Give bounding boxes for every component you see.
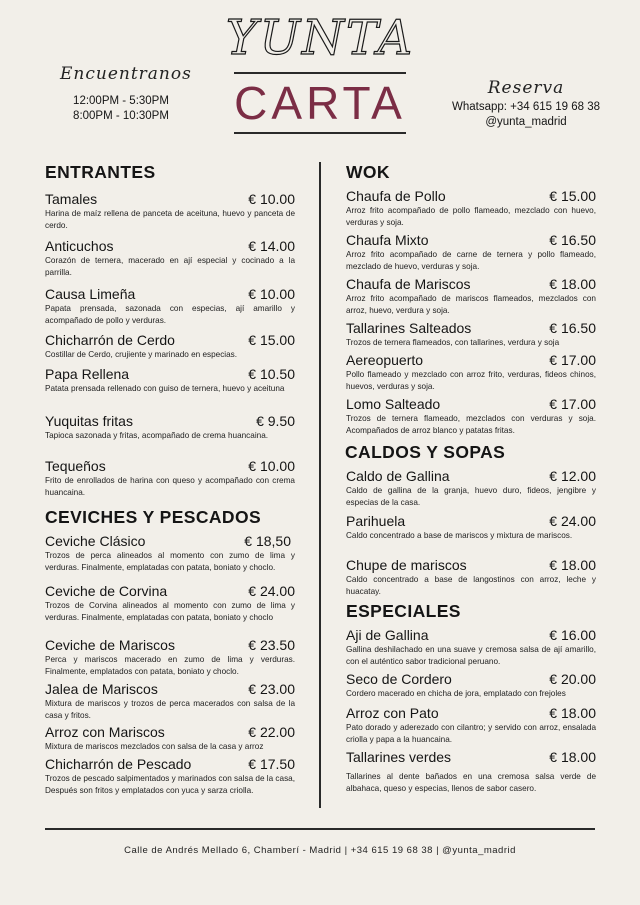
menu-item [45, 724, 295, 753]
menu-item [346, 671, 596, 700]
item-price: € 16.00 [549, 627, 596, 643]
item-price: € 17.00 [549, 396, 596, 412]
item-price: € 23.00 [248, 681, 295, 697]
item-price: € 9.50 [256, 413, 295, 429]
section-title-especiales: ESPECIALES [346, 601, 461, 621]
item-description: Harina de maíz rellena de panceta de aceituna, huevo y panceta de cerdo. [45, 209, 295, 230]
menu-item [346, 513, 596, 542]
item-price: € 17.50 [248, 756, 295, 772]
item-description: Patata prensada rellenado con guiso de ternera, huevo y aceituna [45, 384, 285, 393]
item-name: Lomo Salteado [346, 396, 441, 412]
item-name: Aereopuerto [346, 352, 424, 368]
item-price: € 17.00 [549, 352, 596, 368]
item-price: € 23.50 [248, 637, 295, 653]
item-price: € 22.00 [248, 724, 295, 740]
item-description: Pato dorado y aderezado con cilantro; y servido con arroz, ensalada criolla y papa a la huancaina. [346, 723, 596, 744]
hours-line: 8:00PM - 10:30PM [73, 110, 169, 122]
menu-item [45, 458, 295, 498]
item-description: Papata prensada, sazonada con especias, ají amarillo y acompañado de pollo y verduras. [45, 304, 295, 325]
hours-heading: Encuentranos [60, 64, 192, 84]
menu-item [346, 352, 596, 392]
column-divider [319, 162, 321, 808]
title-top-rule [234, 72, 406, 74]
menu-item [346, 627, 596, 667]
item-name: Arroz con Pato [346, 705, 439, 721]
title-bottom-rule [234, 132, 406, 134]
item-price: € 16.50 [549, 232, 596, 248]
logo-text: YUNTA [225, 10, 415, 66]
item-description: Tapioca sazonada y fritas, acompañado de crema huancaina. [45, 431, 269, 440]
item-name: Tallarines Salteados [346, 320, 472, 336]
menu-item [45, 756, 295, 796]
item-name: Ceviche de Corvina [45, 583, 168, 599]
item-description: Caldo concentrado a base de mariscos y mixtura de mariscos. [346, 531, 573, 540]
item-price: € 24.00 [549, 513, 596, 529]
item-name: Chaufa de Mariscos [346, 276, 471, 292]
opening-hours [60, 94, 182, 124]
item-description: Trozos de perca alineados al momento con zumo de lima y verduras. Finalmente, emplatadas con patata, boniato y choclo. [45, 551, 295, 572]
menu-item [346, 468, 596, 508]
reservation-heading: Reserva [487, 78, 565, 98]
item-name: Chaufa Mixto [346, 232, 429, 248]
item-name: Causa Limeña [45, 286, 136, 302]
footer-rule [45, 828, 595, 830]
item-name: Chupe de mariscos [346, 557, 467, 573]
item-name: Ceviche Clásico [45, 533, 146, 549]
menu-item [45, 583, 295, 623]
item-name: Arroz con Mariscos [45, 724, 165, 740]
item-price: € 15.00 [549, 188, 596, 204]
menu-item [346, 557, 596, 597]
item-name: Chaufa de Pollo [346, 188, 446, 204]
menu-item [346, 188, 596, 228]
item-description: Cordero macerado en chicha de jora, emplatado con frejoles [346, 689, 566, 698]
item-price: € 10.50 [248, 366, 295, 382]
item-price: € 10.00 [248, 458, 295, 474]
menu-item [346, 705, 596, 745]
menu-item [346, 276, 596, 316]
item-description: Arroz frito acompañado de carne de ternera y pollo flameado, mezclado de huevo, verduras y soja. [346, 250, 596, 271]
item-description: Frito de enrollados de harina con queso y acompañado con crema huancaina. [45, 476, 295, 497]
menu-item [346, 749, 596, 794]
item-description: Gallina deshilachado en una suave y cremosa salsa de ají amarillo, con el auténtico sabor tradicional peruano. [346, 645, 596, 666]
item-price: € 18,50 [244, 533, 291, 549]
item-description: Pollo flameado y mezclado con arroz frito, verduras, fideos chinos, huevos, verduras y soja. [346, 370, 596, 391]
item-name: Caldo de Gallina [346, 468, 450, 484]
menu-item [346, 232, 596, 272]
menu-item [346, 396, 596, 436]
item-price: € 18.00 [549, 749, 596, 765]
item-description: Trozos de Corvina alineados al momento con zumo de lima y verduras. Finalmente, emplatadas con patata, boniato y choclo [45, 601, 295, 622]
menu-item [45, 332, 295, 361]
item-name: Tequeños [45, 458, 106, 474]
item-name: Papa Rellena [45, 366, 130, 382]
item-price: € 18.00 [549, 557, 596, 573]
item-description: Caldo de gallina de la granja, huevo duro, fideos, jengibre y especias de la casa. [346, 486, 596, 507]
item-name: Chicharrón de Cerdo [45, 332, 175, 348]
item-price: € 10.00 [248, 286, 295, 302]
footer-contact: Calle de Andrés Mellado 6, Chamberí - Madrid | +34 615 19 68 38 | @yunta_madrid [124, 845, 516, 856]
item-description: Trozos de ternera flameado, mezclados con verduras y soja. Acompañados de arroz blanco y patatas fritas. [346, 414, 596, 435]
section-title-entrantes: ENTRANTES [45, 162, 156, 182]
item-price: € 24.00 [248, 583, 295, 599]
reservation-contact [450, 100, 602, 130]
item-description: Trozos de ternera flameados, con tallarines, verdura y soja [346, 338, 560, 347]
item-name: Yuquitas fritas [45, 413, 133, 429]
section-title-wok: WOK [346, 162, 390, 182]
item-description: Costillar de Cerdo, crujiente y marinado en especias. [45, 350, 238, 359]
yunta-logo [225, 4, 415, 66]
menu-item [346, 320, 596, 349]
item-price: € 16.50 [549, 320, 596, 336]
menu-item [45, 413, 295, 442]
section-title-caldos: CALDOS Y SOPAS [345, 442, 506, 462]
page-title: CARTA [234, 77, 406, 129]
item-name: Jalea de Mariscos [45, 681, 158, 697]
item-name: Anticuchos [45, 238, 114, 254]
hours-line: 12:00PM - 5:30PM [73, 95, 169, 107]
item-name: Aji de Gallina [346, 627, 429, 643]
item-price: € 18.00 [549, 276, 596, 292]
whatsapp-line: Whatsapp: +34 615 19 68 38 [451, 101, 601, 113]
item-price: € 10.00 [248, 191, 295, 207]
item-price: € 14.00 [248, 238, 295, 254]
menu-item [45, 681, 295, 721]
item-description: Tallarines al dente bañados en una cremosa salsa verde de albahaca, queso y especias, llenos de sabor casero. [346, 772, 596, 793]
item-description: Corazón de ternera, macerado en ají especial y cocinado a la parrilla. [45, 256, 295, 277]
item-description: Mixtura de mariscos y trozos de perca macerados con salsa de la casa y fritos. [45, 699, 295, 720]
menu-item [45, 366, 295, 395]
item-description: Arroz frito acompañado de pollo flameado, mezclado con huevo, verduras y soja. [346, 206, 596, 227]
item-price: € 20.00 [549, 671, 596, 687]
item-price: € 15.00 [248, 332, 295, 348]
menu-item [45, 286, 295, 326]
item-name: Chicharrón de Pescado [45, 756, 192, 772]
item-price: € 18.00 [549, 705, 596, 721]
instagram-handle: @yunta_madrid [485, 116, 567, 128]
item-description: Caldo concentrado a base de langostinos con arroz, leche y huacatay. [346, 575, 596, 596]
item-description: Arroz frito acompañado de mariscos flameados, mezclados con arroz, huevo, verdura y soja. [346, 294, 596, 315]
section-title-ceviches: CEVICHES Y PESCADOS [45, 507, 262, 527]
item-name: Parihuela [346, 513, 406, 529]
item-name: Tallarines verdes [346, 749, 452, 765]
item-description: Mixtura de mariscos mezclados con salsa de la casa y arroz [45, 742, 264, 751]
item-name: Seco de Cordero [346, 671, 452, 687]
menu-item [45, 533, 295, 573]
item-name: Ceviche de Mariscos [45, 637, 175, 653]
menu-item [45, 191, 295, 231]
item-description: Trozos de pescado salpimentados y marinados con salsa de la casa, Después son fritos y emplatados con yuca y sarza criolla. [45, 774, 296, 795]
menu-item [45, 238, 295, 278]
item-price: € 12.00 [549, 468, 596, 484]
item-name: Tamales [45, 191, 98, 207]
item-description: Perca y mariscos macerado en zumo de lima y verduras. Finalmente, emplatados con patata, boniato y choclo. [45, 655, 295, 676]
menu-item [45, 637, 295, 677]
